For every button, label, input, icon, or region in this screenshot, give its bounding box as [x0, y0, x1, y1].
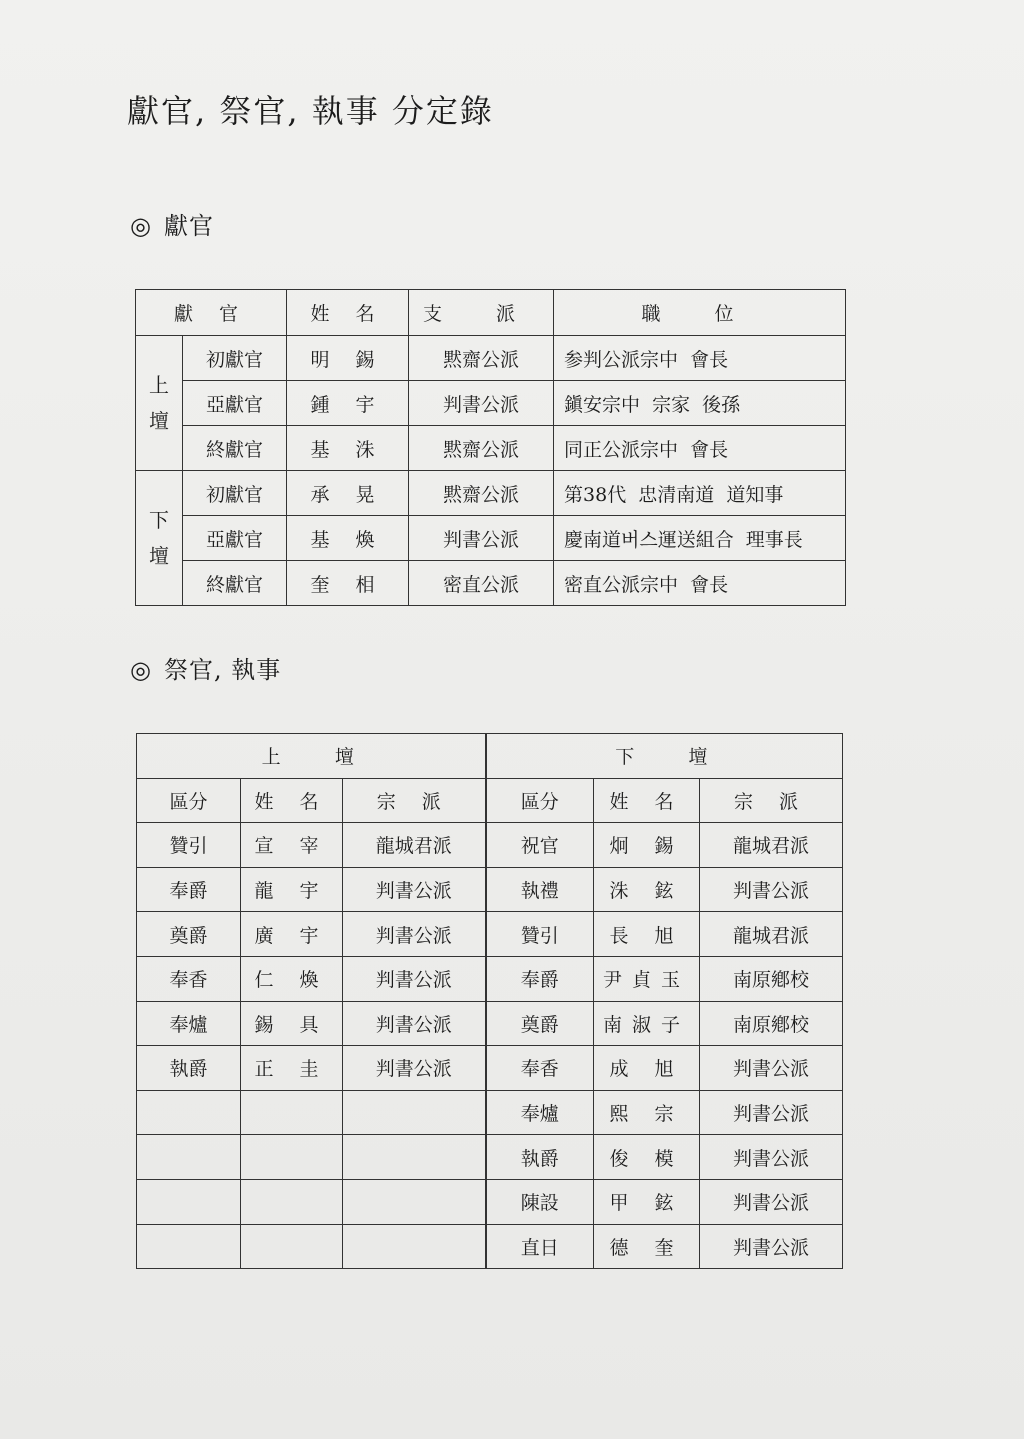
- header-cell: 區分: [137, 778, 241, 823]
- header-cell: 宗 派: [343, 778, 486, 823]
- u-role-cell: [137, 1224, 241, 1269]
- lower-dan-header: 下 壇: [486, 734, 843, 779]
- header-cell: 姓 名: [241, 778, 343, 823]
- l-branch-cell: 判書公派: [700, 1090, 843, 1135]
- l-name-cell: 熙 宗: [594, 1090, 700, 1135]
- l-role-cell: 執爵: [486, 1135, 594, 1180]
- double-circle-icon: ◎: [130, 656, 152, 684]
- table-row: [137, 1046, 843, 1091]
- u-role-cell: 奉爐: [137, 1001, 241, 1046]
- l-branch-cell: 龍城君派: [700, 823, 843, 868]
- u-branch-cell: 判書公派: [343, 956, 486, 1001]
- branch-cell: 黙齋公派: [409, 426, 554, 471]
- role-cell: 初獻官: [183, 336, 287, 381]
- position-cell: 同正公派宗中 會長: [554, 426, 846, 471]
- table-row: [137, 956, 843, 1001]
- u-name-cell: 廣 宇: [241, 912, 343, 957]
- l-branch-cell: 南原鄕校: [700, 1001, 843, 1046]
- l-name-cell: 尹貞玉: [594, 956, 700, 1001]
- header-cell: 獻 官: [136, 290, 287, 336]
- l-role-cell: 祝官: [486, 823, 594, 868]
- jegwan-table: [136, 733, 843, 1269]
- name-cell: 奎 相: [287, 561, 409, 606]
- l-branch-cell: 判書公派: [700, 1135, 843, 1180]
- l-name-cell: 俊 模: [594, 1135, 700, 1180]
- role-cell: 終獻官: [183, 561, 287, 606]
- table-row: [137, 1224, 843, 1269]
- table-row: [136, 561, 846, 606]
- l-branch-cell: 判書公派: [700, 1046, 843, 1091]
- table-row: [137, 912, 843, 957]
- l-branch-cell: 判書公派: [700, 867, 843, 912]
- l-role-cell: 陳設: [486, 1179, 594, 1224]
- table-row: [136, 381, 846, 426]
- l-role-cell: 奠爵: [486, 1001, 594, 1046]
- u-branch-cell: 判書公派: [343, 912, 486, 957]
- l-branch-cell: 龍城君派: [700, 912, 843, 957]
- l-branch-cell: 判書公派: [700, 1179, 843, 1224]
- u-branch-cell: [343, 1224, 486, 1269]
- u-branch-cell: 龍城君派: [343, 823, 486, 868]
- l-name-cell: 南淑子: [594, 1001, 700, 1046]
- l-name-cell: 成 旭: [594, 1046, 700, 1091]
- name-cell: 承 晃: [287, 471, 409, 516]
- branch-cell: 密直公派: [409, 561, 554, 606]
- table-row: [136, 516, 846, 561]
- u-role-cell: 奉爵: [137, 867, 241, 912]
- u-role-cell: 贊引: [137, 823, 241, 868]
- table-row: [136, 471, 846, 516]
- role-cell: 亞獻官: [183, 516, 287, 561]
- u-name-cell: 錫 具: [241, 1001, 343, 1046]
- table-row: [136, 426, 846, 471]
- u-name-cell: 龍 宇: [241, 867, 343, 912]
- u-role-cell: [137, 1090, 241, 1135]
- u-name-cell: [241, 1179, 343, 1224]
- u-branch-cell: 判書公派: [343, 867, 486, 912]
- position-cell: 密直公派宗中 會長: [554, 561, 846, 606]
- role-cell: 亞獻官: [183, 381, 287, 426]
- u-name-cell: 仁 煥: [241, 956, 343, 1001]
- l-role-cell: 奉香: [486, 1046, 594, 1091]
- table-header-row: [136, 290, 846, 336]
- name-cell: 鍾 宇: [287, 381, 409, 426]
- l-role-cell: 贊引: [486, 912, 594, 957]
- u-role-cell: 執爵: [137, 1046, 241, 1091]
- double-circle-icon: ◎: [130, 212, 152, 240]
- l-role-cell: 奉爵: [486, 956, 594, 1001]
- page-title: 獻官, 祭官, 執事 分定錄: [127, 92, 494, 130]
- l-role-cell: 奉爐: [486, 1090, 594, 1135]
- u-branch-cell: 判書公派: [343, 1001, 486, 1046]
- l-name-cell: 長 旭: [594, 912, 700, 957]
- position-cell: 慶南道버스運送組合 理事長: [554, 516, 846, 561]
- l-name-cell: 洙 鉉: [594, 867, 700, 912]
- upper-dan-header: 上 壇: [137, 734, 486, 779]
- l-role-cell: 執禮: [486, 867, 594, 912]
- u-branch-cell: [343, 1179, 486, 1224]
- table-row: [137, 1179, 843, 1224]
- header-cell: 職 位: [554, 290, 846, 336]
- l-branch-cell: 判書公派: [700, 1224, 843, 1269]
- section-heading-text: 祭官, 執事: [163, 656, 282, 684]
- table-row: [137, 1135, 843, 1180]
- section-heading-heongwan: [130, 206, 214, 241]
- u-name-cell: 宣 宰: [241, 823, 343, 868]
- header-cell: 支 派: [409, 290, 554, 336]
- table-row: [137, 867, 843, 912]
- u-branch-cell: [343, 1135, 486, 1180]
- position-cell: 鎭安宗中 宗家 後孫: [554, 381, 846, 426]
- table-header-row: [137, 734, 843, 779]
- dan-label-cell: 下 壇: [136, 471, 183, 606]
- u-name-cell: 正 圭: [241, 1046, 343, 1091]
- position-cell: 参判公派宗中 會長: [554, 336, 846, 381]
- l-role-cell: 直日: [486, 1224, 594, 1269]
- table-row: [137, 1001, 843, 1046]
- name-cell: 明 錫: [287, 336, 409, 381]
- table-header-row: [137, 778, 843, 823]
- u-role-cell: [137, 1179, 241, 1224]
- section-heading-text: 獻官: [163, 212, 214, 240]
- table-row: [137, 1090, 843, 1135]
- name-cell: 基 煥: [287, 516, 409, 561]
- branch-cell: 判書公派: [409, 516, 554, 561]
- l-branch-cell: 南原鄕校: [700, 956, 843, 1001]
- table-row: [137, 823, 843, 868]
- u-role-cell: 奉香: [137, 956, 241, 1001]
- l-name-cell: 炯 錫: [594, 823, 700, 868]
- name-cell: 基 洙: [287, 426, 409, 471]
- branch-cell: 黙齋公派: [409, 336, 554, 381]
- branch-cell: 判書公派: [409, 381, 554, 426]
- u-role-cell: [137, 1135, 241, 1180]
- header-cell: 宗 派: [700, 778, 843, 823]
- section-heading-jegwan: [130, 650, 281, 685]
- u-name-cell: [241, 1224, 343, 1269]
- header-cell: 姓 名: [594, 778, 700, 823]
- dan-label-cell: 上 壇: [136, 336, 183, 471]
- heongwan-table: [135, 289, 846, 606]
- header-cell: 姓 名: [287, 290, 409, 336]
- position-cell: 第38代 忠清南道 道知事: [554, 471, 846, 516]
- u-branch-cell: 判書公派: [343, 1046, 486, 1091]
- header-cell: 區分: [486, 778, 594, 823]
- role-cell: 初獻官: [183, 471, 287, 516]
- table-row: [136, 336, 846, 381]
- branch-cell: 黙齋公派: [409, 471, 554, 516]
- u-name-cell: [241, 1090, 343, 1135]
- u-branch-cell: [343, 1090, 486, 1135]
- u-role-cell: 奠爵: [137, 912, 241, 957]
- l-name-cell: 德 奎: [594, 1224, 700, 1269]
- u-name-cell: [241, 1135, 343, 1180]
- role-cell: 終獻官: [183, 426, 287, 471]
- l-name-cell: 甲 鉉: [594, 1179, 700, 1224]
